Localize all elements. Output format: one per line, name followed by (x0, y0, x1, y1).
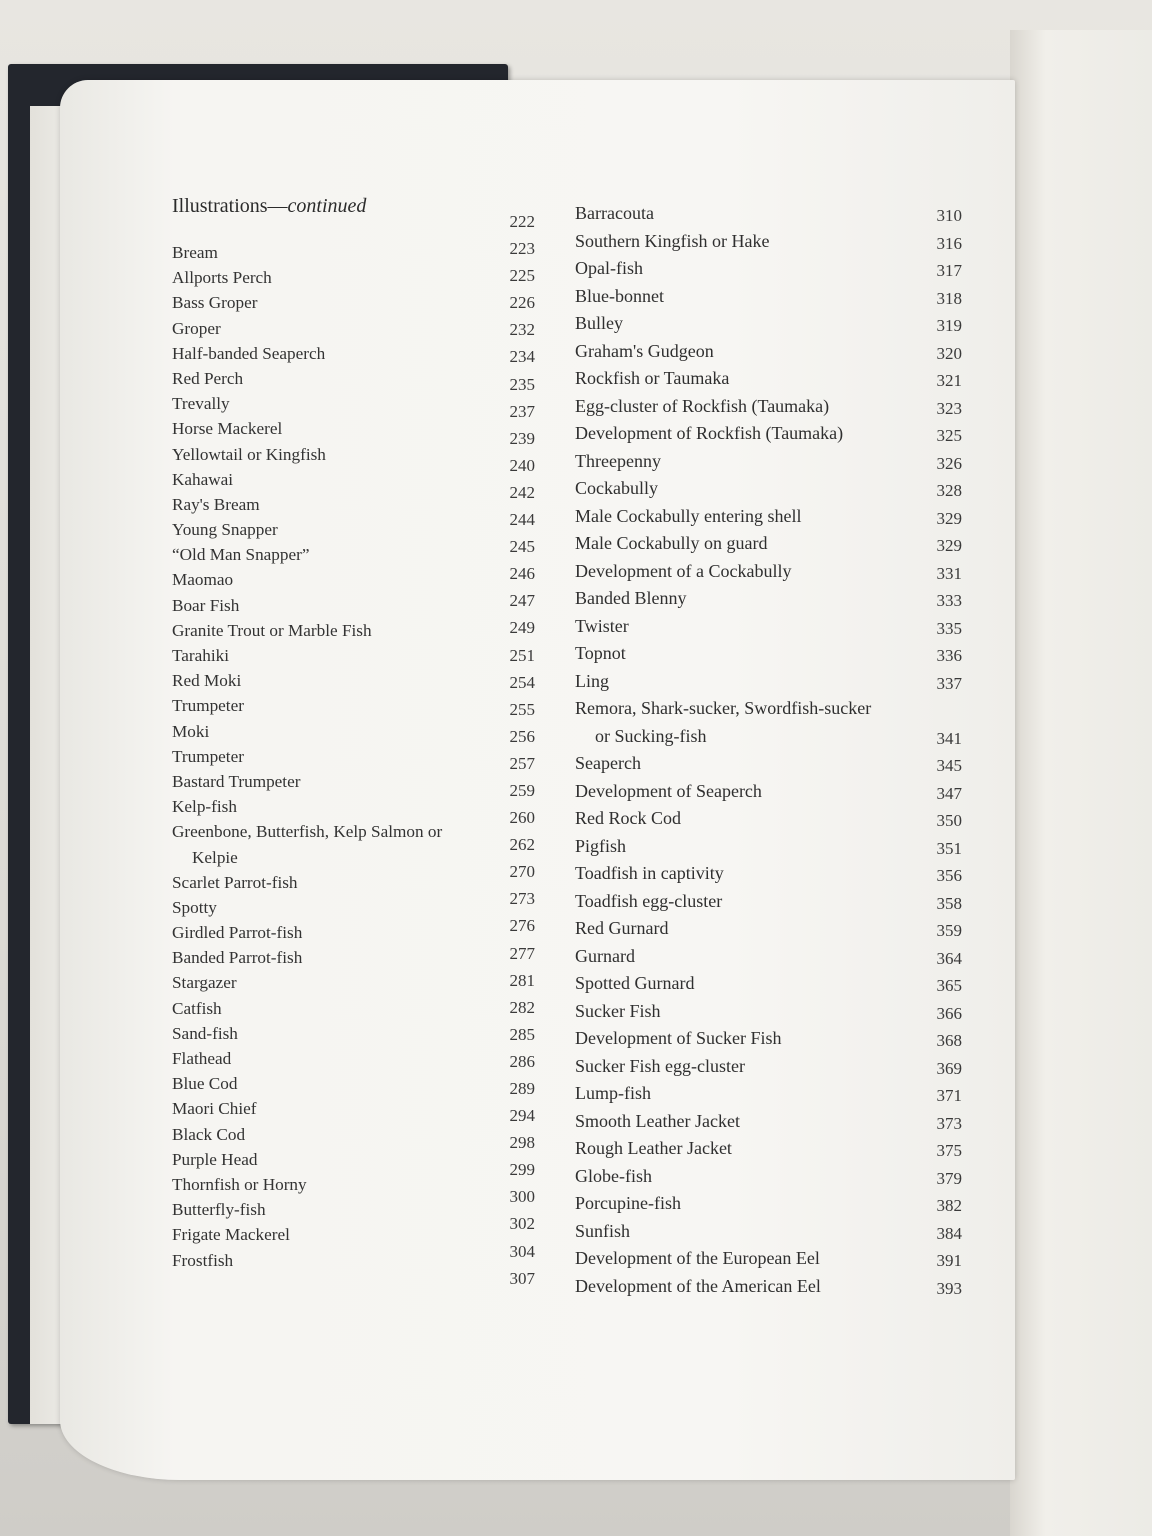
page-number: 237 (509, 401, 535, 421)
illustration-title: Black Cod (172, 1124, 246, 1144)
illustration-title: Purple Head (172, 1149, 258, 1169)
page-number: 336 (936, 646, 962, 665)
illustration-title: Maomao (172, 570, 234, 590)
page-number: 356 (936, 866, 962, 885)
illustration-title: Globe-fish (575, 1165, 652, 1186)
illustration-title: Seaperch (575, 753, 641, 773)
page-number: 270 (509, 862, 535, 882)
illustration-title: Horse Mackerel (172, 419, 283, 439)
page-number: 255 (509, 699, 535, 719)
page-number: 368 (936, 1031, 962, 1050)
page-number: 299 (509, 1160, 535, 1180)
illustration-title: Tarahiki (172, 646, 230, 665)
page-number: 223 (509, 239, 535, 259)
page-number: 285 (509, 1024, 535, 1044)
page-number: 329 (936, 536, 962, 555)
illustration-title: Maori Chief (172, 1099, 257, 1119)
illustration-title: Male Cockabully on guard (575, 533, 768, 553)
page-number: 232 (509, 320, 535, 340)
illustration-title: Blue-bonnet (575, 285, 664, 306)
illustration-title: Trumpeter (172, 696, 244, 716)
page-number: 277 (509, 943, 535, 963)
illustration-title: Red Moki (172, 671, 242, 691)
page-number: 251 (509, 645, 535, 665)
illustration-title: Kelp-fish (172, 797, 237, 817)
page-number: 337 (936, 673, 962, 693)
section-heading (172, 195, 537, 231)
left-page-numbers (490, 208, 535, 1292)
page-number: 300 (509, 1187, 535, 1207)
illustration-title: Sand-fish (172, 1023, 238, 1043)
illustration-title: Topnot (575, 643, 626, 663)
page-number: 358 (936, 893, 962, 913)
illustration-title: Bulley (575, 313, 623, 333)
page-number: 382 (936, 1196, 962, 1215)
illustration-title: Moki (172, 721, 210, 741)
illustration-title: Pigfish (575, 835, 627, 856)
illustration-title: Rockfish or Taumaka (575, 368, 730, 388)
illustration-title: Cockabully (575, 478, 658, 498)
illustration-title: Red Gurnard (575, 918, 669, 938)
page-number: 345 (936, 756, 962, 775)
illustration-title: Kelpie (192, 847, 238, 867)
page-number: 331 (936, 563, 962, 583)
page-number: 379 (936, 1168, 962, 1188)
illustration-title: or Sucking-fish (595, 725, 707, 746)
page-number: 351 (936, 838, 962, 858)
facing-page (1010, 30, 1152, 1536)
illustration-title: Trevally (172, 394, 230, 414)
illustration-title: “Old Man Snapper” (172, 545, 310, 565)
illustration-title: Young Snapper (172, 520, 278, 540)
illustration-title: Twister (575, 615, 629, 636)
page-number: 310 (936, 206, 962, 225)
illustration-title: Catfish (172, 998, 222, 1018)
illustration-title: Boar Fish (172, 595, 240, 615)
page-number: 369 (936, 1058, 962, 1078)
illustration-title: Bass Groper (172, 293, 258, 313)
right-illustration-list (575, 200, 935, 1300)
illustration-title: Development of a Cockabully (575, 560, 792, 581)
page-number: 384 (936, 1223, 962, 1243)
illustration-title: Southern Kingfish or Hake (575, 230, 770, 251)
illustration-title: Ling (575, 670, 609, 691)
page-number: 325 (936, 426, 962, 445)
page-number: 289 (509, 1079, 535, 1098)
page-number: 239 (509, 428, 535, 448)
left-illustration-list (172, 240, 502, 1273)
illustration-title: Development of Seaperch (575, 780, 762, 801)
illustration-title: Red Rock Cod (575, 808, 681, 828)
page-number: 323 (936, 398, 962, 418)
page-number: 240 (509, 455, 535, 475)
page-number: 222 (509, 212, 535, 231)
illustration-title: Groper (172, 318, 221, 338)
illustration-title: Scarlet Parrot-fish (172, 872, 298, 892)
page-number: 335 (936, 618, 962, 638)
page-number: 326 (936, 453, 962, 473)
illustration-title: Toadfish egg-cluster (575, 890, 723, 911)
illustration-title: Allports Perch (172, 268, 272, 288)
page-number: 307 (509, 1268, 535, 1288)
page-number: 317 (936, 261, 962, 280)
page-number: 273 (509, 889, 535, 909)
page-number: 373 (936, 1113, 962, 1133)
page-number: 286 (509, 1051, 535, 1071)
page-number: 259 (509, 780, 535, 800)
page-number: 375 (936, 1141, 962, 1160)
illustration-title: Trumpeter (172, 746, 244, 766)
illustration-title: Sucker Fish egg-cluster (575, 1055, 745, 1076)
page-number: 276 (509, 916, 535, 936)
page-number: 391 (936, 1251, 962, 1270)
right-page-numbers (920, 202, 962, 1302)
page-number: 294 (509, 1106, 535, 1126)
page-number: 366 (936, 1003, 962, 1023)
page-number: 247 (509, 591, 535, 611)
illustration-title: Egg-cluster of Rockfish (Taumaka) (575, 395, 830, 416)
illustration-title: Banded Blenny (575, 588, 687, 608)
illustration-title: Development of the American Eel (575, 1275, 821, 1296)
illustration-title: Gurnard (575, 945, 635, 966)
page-number: 319 (936, 316, 962, 335)
illustration-title: Red Perch (172, 368, 244, 388)
page-number: 347 (936, 783, 962, 803)
page-number: 316 (936, 233, 962, 253)
illustration-title: Yellowtail or Kingfish (172, 444, 326, 464)
page-number: 245 (509, 537, 535, 557)
heading-text: Illustrations— (172, 195, 288, 217)
page-number: 341 (936, 728, 962, 748)
illustration-title: Opal-fish (575, 258, 643, 278)
illustration-title: Bream (172, 243, 218, 262)
page-number: 257 (509, 753, 535, 773)
illustration-title: Stargazer (172, 973, 237, 993)
illustration-title: Rough Leather Jacket (575, 1138, 732, 1158)
page-number: 318 (936, 288, 962, 308)
page-number: 281 (509, 970, 535, 990)
illustration-title: Granite Trout or Marble Fish (172, 620, 372, 640)
illustration-title: Development of the European Eel (575, 1248, 820, 1268)
illustration-title: Spotted Gurnard (575, 973, 695, 993)
illustration-title: Development of Sucker Fish (575, 1028, 782, 1048)
illustration-title: Porcupine-fish (575, 1193, 681, 1213)
illustration-title: Bastard Trumpeter (172, 771, 301, 791)
illustration-title: Frigate Mackerel (172, 1225, 290, 1245)
page-number: 350 (936, 811, 962, 830)
page-number (920, 697, 962, 725)
illustration-title: Butterfly-fish (172, 1200, 266, 1220)
page-number: 298 (509, 1133, 535, 1153)
illustration-title: Barracouta (575, 203, 654, 223)
page-number: 256 (509, 726, 535, 746)
illustration-title: Remora, Shark-sucker, Swordfish-sucker (575, 698, 872, 718)
page-number: 321 (936, 371, 962, 390)
illustration-title: Ray's Bream (172, 494, 260, 514)
page-number: 328 (936, 481, 962, 500)
page-number: 260 (509, 808, 535, 828)
illustration-title: Flathead (172, 1049, 232, 1068)
illustration-title: Greenbone, Butterfish, Kelp Salmon or (172, 822, 443, 842)
illustration-title: Half-banded Seaperch (172, 343, 326, 363)
illustration-title: Toadfish in captivity (575, 863, 724, 883)
page-number: 282 (509, 997, 535, 1017)
page-number: 333 (936, 591, 962, 610)
page-number: 234 (509, 347, 535, 367)
illustration-title: Spotty (172, 897, 217, 917)
page-number: 371 (936, 1086, 962, 1105)
page-number: 254 (509, 672, 535, 692)
page-number: 365 (936, 976, 962, 995)
page-number: 359 (936, 921, 962, 940)
page-number: 320 (936, 343, 962, 363)
page-number: 225 (509, 266, 535, 286)
page-number: 302 (509, 1214, 535, 1234)
heading-italic: continued (287, 195, 367, 217)
page-number: 364 (936, 948, 962, 968)
illustration-title: Sunfish (575, 1220, 631, 1241)
illustration-title: Frostfish (172, 1250, 234, 1270)
illustration-title: Sucker Fish (575, 1000, 661, 1021)
page-number: 246 (509, 564, 535, 584)
illustration-title: Thornfish or Horny (172, 1174, 307, 1194)
page-number: 393 (936, 1278, 962, 1298)
page-number: 235 (509, 374, 535, 394)
illustration-title: Graham's Gudgeon (575, 340, 714, 361)
page-number: 244 (509, 510, 535, 530)
illustration-title: Banded Parrot-fish (172, 948, 303, 968)
illustration-title: Smooth Leather Jacket (575, 1110, 740, 1131)
page-number: 304 (509, 1241, 535, 1261)
page-number: 242 (509, 482, 535, 502)
page-number: 226 (509, 293, 535, 313)
illustration-title: Threepenny (575, 450, 661, 471)
page-number: 249 (509, 618, 535, 638)
page-number: 262 (509, 835, 535, 855)
page-number: 329 (936, 508, 962, 528)
illustration-title: Girdled Parrot-fish (172, 923, 303, 943)
illustration-title: Kahawai (172, 469, 234, 489)
illustration-title: Male Cockabully entering shell (575, 505, 802, 526)
illustration-title: Blue Cod (172, 1074, 238, 1094)
illustration-title: Development of Rockfish (Taumaka) (575, 423, 844, 443)
illustration-title: Lump-fish (575, 1083, 651, 1103)
